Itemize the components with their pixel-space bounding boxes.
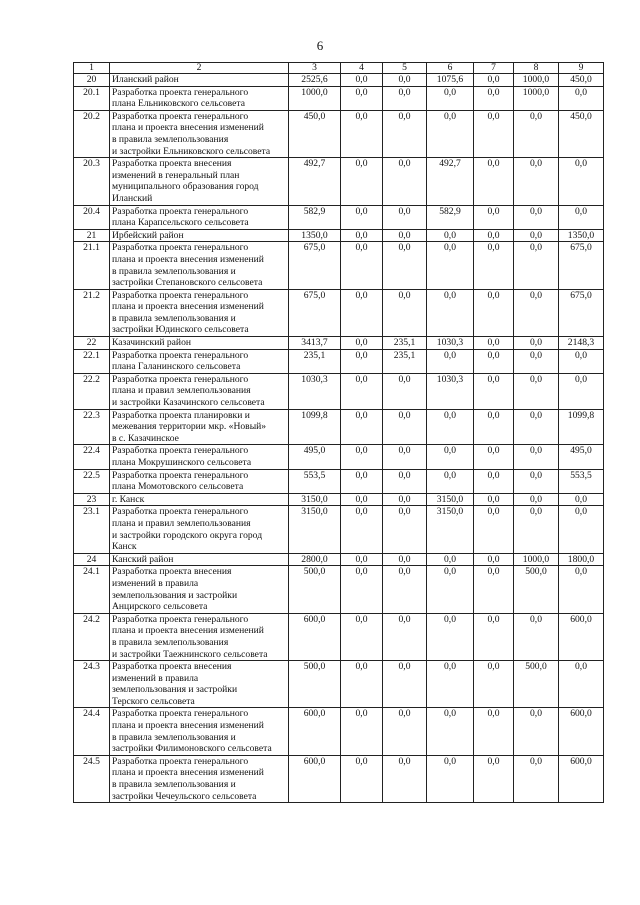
description-line: в правила землепользования <box>112 133 229 145</box>
row-description <box>110 409 289 445</box>
value-cell: 0,0 <box>474 445 514 469</box>
value-cell: 0,0 <box>559 493 604 506</box>
description-line: и застройки Таежнинского сельсовета <box>112 648 268 660</box>
value-cell: 0,0 <box>474 205 514 229</box>
value-cell: 0,0 <box>341 445 383 469</box>
description-line: плана и проекта внесения изменений <box>112 122 264 134</box>
value-cell: 0,0 <box>427 553 474 566</box>
row-description <box>110 553 289 566</box>
row-number: 20.4 <box>74 205 110 229</box>
value-cell: 600,0 <box>289 613 341 660</box>
description-line: Разработка проекта генерального <box>112 506 249 518</box>
row-number: 24 <box>74 553 110 566</box>
description-line: Разработка проекта генерального <box>112 86 249 98</box>
value-cell: 1000,0 <box>289 86 341 110</box>
value-cell: 1000,0 <box>514 74 559 87</box>
row-number: 24.1 <box>74 566 110 613</box>
value-cell: 0,0 <box>427 349 474 373</box>
value-cell: 1800,0 <box>559 553 604 566</box>
row-number: 24.3 <box>74 661 110 708</box>
description-line: изменений в генеральный план <box>112 169 240 181</box>
value-cell: 1000,0 <box>514 553 559 566</box>
value-cell: 0,0 <box>427 469 474 493</box>
value-cell: 0,0 <box>341 708 383 755</box>
value-cell: 450,0 <box>559 110 604 157</box>
description-line: плана Момотовского сельсовета <box>112 481 244 493</box>
value-cell: 0,0 <box>474 409 514 445</box>
value-cell: 0,0 <box>341 86 383 110</box>
value-cell: 3413,7 <box>289 337 341 350</box>
description-line: плана и проекта внесения изменений <box>112 767 264 779</box>
column-header-row <box>74 63 604 74</box>
value-cell: 0,0 <box>514 613 559 660</box>
value-cell: 0,0 <box>514 755 559 802</box>
value-cell: 0,0 <box>341 613 383 660</box>
value-cell: 2800,0 <box>289 553 341 566</box>
description-line: в с. Казачинское <box>112 432 179 444</box>
description-line: Иланский район <box>112 74 179 85</box>
row-description <box>110 566 289 613</box>
table-row <box>74 373 604 409</box>
value-cell: 492,7 <box>289 158 341 205</box>
value-cell: 0,0 <box>383 229 427 242</box>
value-cell: 235,1 <box>383 337 427 350</box>
value-cell: 0,0 <box>474 373 514 409</box>
value-cell: 0,0 <box>427 229 474 242</box>
row-number: 23.1 <box>74 506 110 553</box>
row-description <box>110 445 289 469</box>
value-cell: 2148,3 <box>559 337 604 350</box>
value-cell: 0,0 <box>383 373 427 409</box>
table-row <box>74 110 604 157</box>
table-row <box>74 337 604 350</box>
value-cell: 0,0 <box>514 337 559 350</box>
value-cell: 0,0 <box>383 158 427 205</box>
row-description <box>110 613 289 660</box>
description-line: плана и проекта внесения изменений <box>112 720 264 732</box>
value-cell: 0,0 <box>383 708 427 755</box>
description-line: межевания территории мкр. «Новый» <box>112 421 267 433</box>
value-cell: 0,0 <box>383 110 427 157</box>
description-line: Разработка проекта генерального <box>112 755 249 767</box>
row-number: 24.4 <box>74 708 110 755</box>
value-cell: 0,0 <box>474 469 514 493</box>
description-line: Разработка проекта генерального <box>112 349 249 361</box>
row-description <box>110 158 289 205</box>
description-line: землепользования и застройки <box>112 684 238 696</box>
row-number: 21 <box>74 229 110 242</box>
value-cell: 0,0 <box>341 158 383 205</box>
description-line: Анцирского сельсовета <box>112 601 208 613</box>
description-line: Иланский <box>112 192 153 204</box>
value-cell: 0,0 <box>514 506 559 553</box>
value-cell: 0,0 <box>383 613 427 660</box>
value-cell: 0,0 <box>341 74 383 87</box>
value-cell: 0,0 <box>341 373 383 409</box>
description-line: Разработка проекта внесения <box>112 158 232 170</box>
value-cell: 0,0 <box>383 469 427 493</box>
value-cell: 0,0 <box>341 553 383 566</box>
value-cell: 500,0 <box>289 566 341 613</box>
value-cell: 0,0 <box>383 86 427 110</box>
row-description <box>110 74 289 87</box>
value-cell: 0,0 <box>559 661 604 708</box>
value-cell: 0,0 <box>514 445 559 469</box>
row-description <box>110 110 289 157</box>
description-line: Ирбейский район <box>112 229 184 241</box>
value-cell: 0,0 <box>514 205 559 229</box>
table-row <box>74 661 604 708</box>
value-cell: 0,0 <box>341 755 383 802</box>
value-cell: 3150,0 <box>289 493 341 506</box>
value-cell: 582,9 <box>289 205 341 229</box>
value-cell: 0,0 <box>514 289 559 336</box>
description-line: Канск <box>112 541 137 553</box>
row-number: 24.5 <box>74 755 110 802</box>
value-cell: 492,7 <box>427 158 474 205</box>
value-cell: 0,0 <box>474 566 514 613</box>
value-cell: 3150,0 <box>427 493 474 506</box>
value-cell: 0,0 <box>383 205 427 229</box>
value-cell: 0,0 <box>474 349 514 373</box>
table-row <box>74 409 604 445</box>
value-cell: 0,0 <box>427 110 474 157</box>
description-line: и застройки городского округа город <box>112 529 263 541</box>
table-row <box>74 553 604 566</box>
value-cell: 1099,8 <box>559 409 604 445</box>
value-cell: 0,0 <box>559 373 604 409</box>
value-cell: 0,0 <box>341 661 383 708</box>
column-header: 9 <box>559 63 604 74</box>
value-cell: 0,0 <box>559 566 604 613</box>
value-cell: 0,0 <box>474 289 514 336</box>
value-cell: 600,0 <box>289 708 341 755</box>
row-number: 22 <box>74 337 110 350</box>
table-row <box>74 242 604 289</box>
row-description <box>110 506 289 553</box>
value-cell: 0,0 <box>341 566 383 613</box>
value-cell: 675,0 <box>559 289 604 336</box>
value-cell: 0,0 <box>383 242 427 289</box>
row-description <box>110 289 289 336</box>
description-line: плана Ельниковского сельсовета <box>112 98 245 110</box>
description-line: застройки Степановского сельсовета <box>112 277 263 289</box>
value-cell: 0,0 <box>341 506 383 553</box>
value-cell: 0,0 <box>341 242 383 289</box>
description-line: Казачинский район <box>112 337 191 349</box>
value-cell: 0,0 <box>474 613 514 660</box>
description-line: Разработка проекта планировки и <box>112 409 250 421</box>
value-cell: 0,0 <box>559 349 604 373</box>
table-row <box>74 74 604 87</box>
value-cell: 450,0 <box>559 74 604 87</box>
value-cell: 450,0 <box>289 110 341 157</box>
row-number: 22.5 <box>74 469 110 493</box>
value-cell: 1075,6 <box>427 74 474 87</box>
table-row <box>74 566 604 613</box>
value-cell: 600,0 <box>559 613 604 660</box>
value-cell: 0,0 <box>559 506 604 553</box>
description-line: Разработка проекта внесения <box>112 661 232 673</box>
value-cell: 0,0 <box>341 469 383 493</box>
description-line: изменений в правила <box>112 577 199 589</box>
description-line: Разработка проекта генерального <box>112 289 249 301</box>
value-cell: 1030,3 <box>427 373 474 409</box>
value-cell: 0,0 <box>514 242 559 289</box>
value-cell: 235,1 <box>289 349 341 373</box>
value-cell: 0,0 <box>474 553 514 566</box>
column-header: 3 <box>289 63 341 74</box>
value-cell: 500,0 <box>514 566 559 613</box>
value-cell: 0,0 <box>383 74 427 87</box>
value-cell: 0,0 <box>514 158 559 205</box>
table-row <box>74 229 604 242</box>
row-number: 20.3 <box>74 158 110 205</box>
value-cell: 0,0 <box>427 708 474 755</box>
row-number: 24.2 <box>74 613 110 660</box>
column-header: 6 <box>427 63 474 74</box>
value-cell: 0,0 <box>427 242 474 289</box>
description-line: Разработка проекта внесения <box>112 566 232 578</box>
description-line: плана Мокрушинского сельсовета <box>112 457 252 468</box>
table-row <box>74 349 604 373</box>
value-cell: 500,0 <box>514 661 559 708</box>
value-cell: 495,0 <box>559 445 604 469</box>
value-cell: 3150,0 <box>427 506 474 553</box>
description-line: Разработка проекта генерального <box>112 469 249 481</box>
table-row <box>74 493 604 506</box>
value-cell: 495,0 <box>289 445 341 469</box>
row-number: 20.1 <box>74 86 110 110</box>
value-cell: 0,0 <box>383 755 427 802</box>
value-cell: 0,0 <box>514 349 559 373</box>
description-line: плана и проекта внесения изменений <box>112 253 264 265</box>
row-number: 22.4 <box>74 445 110 469</box>
value-cell: 0,0 <box>427 566 474 613</box>
value-cell: 0,0 <box>474 506 514 553</box>
row-description <box>110 469 289 493</box>
value-cell: 0,0 <box>559 86 604 110</box>
value-cell: 0,0 <box>383 506 427 553</box>
row-description <box>110 708 289 755</box>
value-cell: 0,0 <box>427 445 474 469</box>
value-cell: 675,0 <box>289 242 341 289</box>
value-cell: 0,0 <box>474 661 514 708</box>
description-line: и застройки Казачинского сельсовета <box>112 397 265 409</box>
description-line: Терского сельсовета <box>112 695 195 707</box>
value-cell: 1030,3 <box>289 373 341 409</box>
row-number: 22.3 <box>74 409 110 445</box>
value-cell: 0,0 <box>383 445 427 469</box>
value-cell: 600,0 <box>289 755 341 802</box>
value-cell: 0,0 <box>427 86 474 110</box>
value-cell: 0,0 <box>514 110 559 157</box>
value-cell: 0,0 <box>341 349 383 373</box>
table-row <box>74 289 604 336</box>
value-cell: 0,0 <box>427 661 474 708</box>
value-cell: 0,0 <box>383 553 427 566</box>
value-cell: 235,1 <box>383 349 427 373</box>
value-cell: 600,0 <box>559 708 604 755</box>
table-row <box>74 708 604 755</box>
description-line: плана и правил землепользования <box>112 517 251 529</box>
value-cell: 0,0 <box>341 110 383 157</box>
value-cell: 3150,0 <box>289 506 341 553</box>
row-description <box>110 661 289 708</box>
row-description <box>110 86 289 110</box>
description-line: в правила землепользования и <box>112 312 236 324</box>
table-row <box>74 445 604 469</box>
value-cell: 0,0 <box>383 409 427 445</box>
description-line: плана и правил землепользования <box>112 385 251 397</box>
table-row <box>74 506 604 553</box>
description-line: муниципального образования город <box>112 181 259 193</box>
description-line: плана и проекта внесения изменений <box>112 625 264 637</box>
row-number: 20.2 <box>74 110 110 157</box>
description-line: плана и проекта внесения изменений <box>112 301 264 313</box>
description-line: Разработка проекта генерального <box>112 445 249 457</box>
description-line: в правила землепользования <box>112 636 229 648</box>
row-number: 22.1 <box>74 349 110 373</box>
value-cell: 0,0 <box>474 242 514 289</box>
value-cell: 0,0 <box>514 493 559 506</box>
value-cell: 0,0 <box>341 337 383 350</box>
table-row <box>74 469 604 493</box>
value-cell: 1350,0 <box>559 229 604 242</box>
value-cell: 0,0 <box>514 409 559 445</box>
table-row <box>74 755 604 802</box>
column-header: 4 <box>341 63 383 74</box>
column-header: 2 <box>110 63 289 74</box>
description-line: Разработка проекта генерального <box>112 613 249 625</box>
row-description <box>110 337 289 350</box>
row-description <box>110 205 289 229</box>
row-number: 22.2 <box>74 373 110 409</box>
value-cell: 1030,3 <box>427 337 474 350</box>
value-cell: 0,0 <box>474 86 514 110</box>
description-line: Разработка проекта генерального <box>112 205 249 217</box>
table-row <box>74 86 604 110</box>
value-cell: 582,9 <box>427 205 474 229</box>
value-cell: 0,0 <box>474 229 514 242</box>
value-cell: 0,0 <box>559 205 604 229</box>
value-cell: 0,0 <box>383 493 427 506</box>
description-line: землепользования и застройки <box>112 589 238 601</box>
table-body <box>74 74 604 803</box>
value-cell: 0,0 <box>474 755 514 802</box>
column-header: 1 <box>74 63 110 74</box>
value-cell: 553,5 <box>559 469 604 493</box>
value-cell: 0,0 <box>341 205 383 229</box>
description-line: плана Карапсельского сельсовета <box>112 217 249 229</box>
description-line: Разработка проекта генерального <box>112 708 249 720</box>
value-cell: 0,0 <box>341 289 383 336</box>
description-line: изменений в правила <box>112 672 199 684</box>
value-cell: 675,0 <box>559 242 604 289</box>
row-description <box>110 349 289 373</box>
page-number: 6 <box>316 38 324 53</box>
value-cell: 0,0 <box>474 337 514 350</box>
row-description <box>110 229 289 242</box>
value-cell: 0,0 <box>383 661 427 708</box>
description-line: застройки Чечеульского сельсовета <box>112 790 257 802</box>
table-row <box>74 613 604 660</box>
description-line: застройки Юдинского сельсовета <box>112 324 249 336</box>
row-description <box>110 493 289 506</box>
row-number: 20 <box>74 74 110 87</box>
value-cell: 0,0 <box>383 289 427 336</box>
description-line: плана Галанинского сельсовета <box>112 361 241 373</box>
description-line: и застройки Ельниковского сельсовета <box>112 145 271 157</box>
description-line: Разработка проекта генерального <box>112 242 249 254</box>
value-cell: 2525,6 <box>289 74 341 87</box>
row-description <box>110 242 289 289</box>
value-cell: 1350,0 <box>289 229 341 242</box>
value-cell: 0,0 <box>559 158 604 205</box>
value-cell: 0,0 <box>474 74 514 87</box>
value-cell: 0,0 <box>341 493 383 506</box>
table-row <box>74 205 604 229</box>
value-cell: 0,0 <box>514 469 559 493</box>
value-cell: 0,0 <box>383 566 427 613</box>
description-line: Канский район <box>112 553 174 565</box>
value-cell: 0,0 <box>427 289 474 336</box>
value-cell: 0,0 <box>474 158 514 205</box>
value-cell: 0,0 <box>427 755 474 802</box>
value-cell: 0,0 <box>341 409 383 445</box>
column-header: 7 <box>474 63 514 74</box>
value-cell: 0,0 <box>474 110 514 157</box>
row-description <box>110 373 289 409</box>
value-cell: 500,0 <box>289 661 341 708</box>
table-row <box>74 158 604 205</box>
description-line: г. Канск <box>112 493 145 505</box>
description-line: Разработка проекта генерального <box>112 373 249 385</box>
value-cell: 0,0 <box>341 229 383 242</box>
value-cell: 675,0 <box>289 289 341 336</box>
row-description <box>110 755 289 802</box>
value-cell: 553,5 <box>289 469 341 493</box>
value-cell: 0,0 <box>474 708 514 755</box>
value-cell: 1099,8 <box>289 409 341 445</box>
description-line: в правила землепользования и <box>112 731 236 743</box>
value-cell: 0,0 <box>514 708 559 755</box>
value-cell: 0,0 <box>427 409 474 445</box>
value-cell: 0,0 <box>427 613 474 660</box>
row-number: 21.2 <box>74 289 110 336</box>
description-line: в правила землепользования и <box>112 779 236 791</box>
column-header: 8 <box>514 63 559 74</box>
value-cell: 0,0 <box>474 493 514 506</box>
description-line: застройки Филимоновского сельсовета <box>112 743 272 755</box>
value-cell: 0,0 <box>514 229 559 242</box>
description-line: в правила землепользования и <box>112 265 236 277</box>
column-header: 5 <box>383 63 427 74</box>
row-number: 23 <box>74 493 110 506</box>
budget-table <box>73 62 604 803</box>
value-cell: 1000,0 <box>514 86 559 110</box>
value-cell: 0,0 <box>514 373 559 409</box>
row-number: 21.1 <box>74 242 110 289</box>
value-cell: 600,0 <box>559 755 604 802</box>
description-line: Разработка проекта генерального <box>112 110 249 122</box>
